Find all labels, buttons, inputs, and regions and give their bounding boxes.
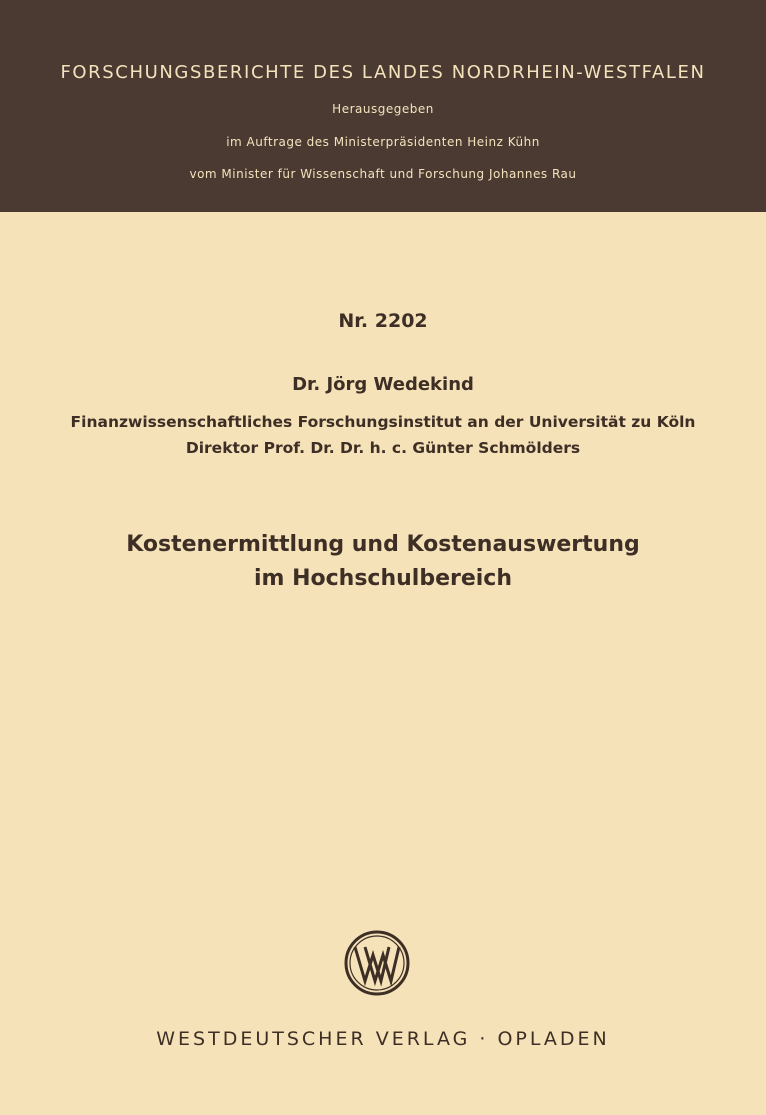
report-title-line2: im Hochschulbereich: [253, 566, 513, 591]
author-name: Dr. Jörg Wedekind: [292, 374, 474, 395]
header-editor-line: Herausgegeben: [332, 102, 434, 116]
header-commission-line: im Auftrage des Ministerpräsidenten Heinz Kühn: [226, 135, 540, 149]
institute-name: Finanzwissenschaftliches Forschungsinstitut an der Universität zu Köln: [70, 413, 696, 431]
ww-circle-logo-icon: [343, 929, 411, 997]
series-title: FORSCHUNGSBERICHTE DES LANDES NORDRHEIN-WESTFALEN: [60, 62, 706, 83]
report-number: Nr. 2202: [338, 310, 428, 332]
institute-director: Direktor Prof. Dr. Dr. h. c. Günter Schmölders: [185, 439, 581, 457]
publisher-name: WESTDEUTSCHER VERLAG · OPLADEN: [156, 1028, 610, 1050]
report-title-line1: Kostenermittlung und Kostenauswertung: [126, 532, 640, 557]
header-band: [0, 0, 766, 212]
header-minister-line: vom Minister für Wissenschaft und Forschung Johannes Rau: [189, 167, 577, 181]
